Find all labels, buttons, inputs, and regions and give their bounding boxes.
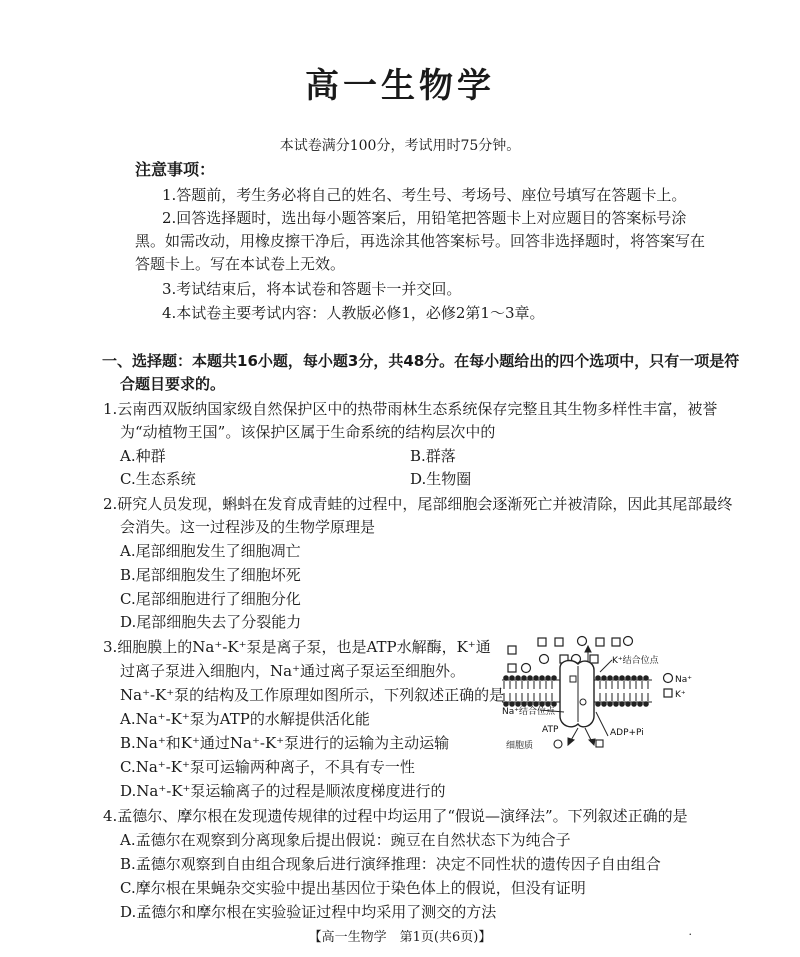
question-1-option-c: C.生态系统 <box>120 470 196 488</box>
question-2-stem-cont: 会消失。这一过程涉及的生物学原理是 <box>120 518 376 536</box>
question-2-option-b: B.尾部细胞发生了细胞坏死 <box>120 566 301 584</box>
question-4-option-a: A.孟德尔在观察到分离现象后提出假说：豌豆在自然状态下为纯合子 <box>120 831 571 849</box>
question-4-option-c: C.摩尔根在果蝇杂交实验中提出基因位于染色体上的假说，但没有证明 <box>120 879 586 897</box>
question-2-option-d: D.尾部细胞失去了分裂能力 <box>120 613 302 631</box>
question-3-stem: 3.细胞膜上的Na⁺-K⁺泵是离子泵，也是ATP水解酶，K⁺通 <box>103 638 491 656</box>
question-3-stem-cont: 过离子泵进入细胞内，Na⁺通过离子泵运至细胞外。 <box>120 662 465 680</box>
page-footer: 【高一生物学 第1页(共6页)】 <box>308 930 492 945</box>
notes-heading: 注意事项： <box>135 160 216 179</box>
adp-label: ADP+Pi <box>610 728 644 738</box>
legend-k-label: K⁺ <box>675 690 686 700</box>
corner-mark: · <box>688 928 692 941</box>
atp-label: ATP <box>542 725 559 735</box>
notes-item-2-cont2: 答题卡上。写在本试卷上无效。 <box>135 255 346 273</box>
question-3-option-c: C.Na⁺-K⁺泵可运输两种离子，不具有专一性 <box>120 758 415 776</box>
question-1-stem-cont: 为“动植物王国”。该保护区属于生命系统的结构层次中的 <box>120 423 496 441</box>
page-title: 高一生物学 <box>305 66 495 106</box>
question-3-stem-cont2: Na⁺-K⁺泵的结构及工作原理如图所示，下列叙述正确的是 <box>120 686 505 704</box>
question-2-stem: 2.研究人员发现，蝌蚪在发育成青蛙的过程中，尾部细胞会逐渐死亡并被清除，因此其尾部最终 <box>103 495 733 513</box>
na-site-label: Na⁺结合位点 <box>502 707 555 717</box>
pump-protein <box>560 661 594 727</box>
intracellular-k-ion <box>596 740 603 747</box>
notes-item-2: 2.回答选择题时，选出每小题答案后，用铅笔把答题卡上对应题目的答案标号涂 <box>162 209 687 227</box>
question-2-option-a: A.尾部细胞发生了细胞凋亡 <box>120 542 301 560</box>
question-1-option-b: B.群落 <box>410 447 456 465</box>
question-3-option-b: B.Na⁺和K⁺通过Na⁺-K⁺泵进行的运输为主动运输 <box>120 734 450 752</box>
section-1-heading-cont: 合题目要求的。 <box>120 375 226 393</box>
k-site-label: K⁺结合位点 <box>612 656 659 666</box>
question-2-option-c: C.尾部细胞进行了细胞分化 <box>120 590 301 608</box>
question-1-option-a: A.种群 <box>120 447 166 465</box>
section-1-heading: 一、选择题：本题共16小题，每小题3分，共48分。在每小题给出的四个选项中，只有一项是符 <box>102 352 740 370</box>
question-3-option-a: A.Na⁺-K⁺泵为ATP的水解提供活化能 <box>120 710 370 728</box>
question-4-stem: 4.孟德尔、摩尔根在发现遗传规律的过程中均运用了“假说—演绎法”。下列叙述正确的是 <box>103 807 688 825</box>
question-1-option-d: D.生物圈 <box>410 470 472 488</box>
notes-item-2-cont: 黑。如需改动，用橡皮擦干净后，再选涂其他答案标号。回答非选择题时，将答案写在 <box>135 232 706 250</box>
question-4-option-d: D.孟德尔和摩尔根在实验验证过程中均采用了测交的方法 <box>120 903 497 921</box>
sodium-potassium-pump-figure <box>500 632 700 754</box>
legend-na-icon <box>664 674 673 683</box>
question-3-option-d: D.Na⁺-K⁺泵运输离子的过程是顺浓度梯度进行的 <box>120 782 446 800</box>
question-4-option-b: B.孟德尔观察到自由组合现象后进行演绎推理：决定不同性状的遗传因子自由组合 <box>120 855 661 873</box>
question-1-stem: 1.云南西双版纳国家级自然保护区中的热带雨林生态系统保存完整且其生物多样性丰富，被誉 <box>103 400 718 418</box>
notes-item-3: 3.考试结束后，将本试卷和答题卡一并交回。 <box>162 280 462 298</box>
cytoplasm-label: 细胞质 <box>506 741 534 751</box>
intracellular-na-ion <box>554 740 562 748</box>
notes-item-4: 4.本试卷主要考试内容：人教版必修1，必修2第1～3章。 <box>162 304 545 322</box>
notes-item-1: 1.答题前，考生务必将自己的姓名、考生号、考场号、座位号填写在答题卡上。 <box>162 186 687 204</box>
exam-info: 本试卷满分100分，考试用时75分钟。 <box>279 138 521 154</box>
legend-k-icon <box>664 689 672 697</box>
legend-na-label: Na⁺ <box>675 675 692 685</box>
